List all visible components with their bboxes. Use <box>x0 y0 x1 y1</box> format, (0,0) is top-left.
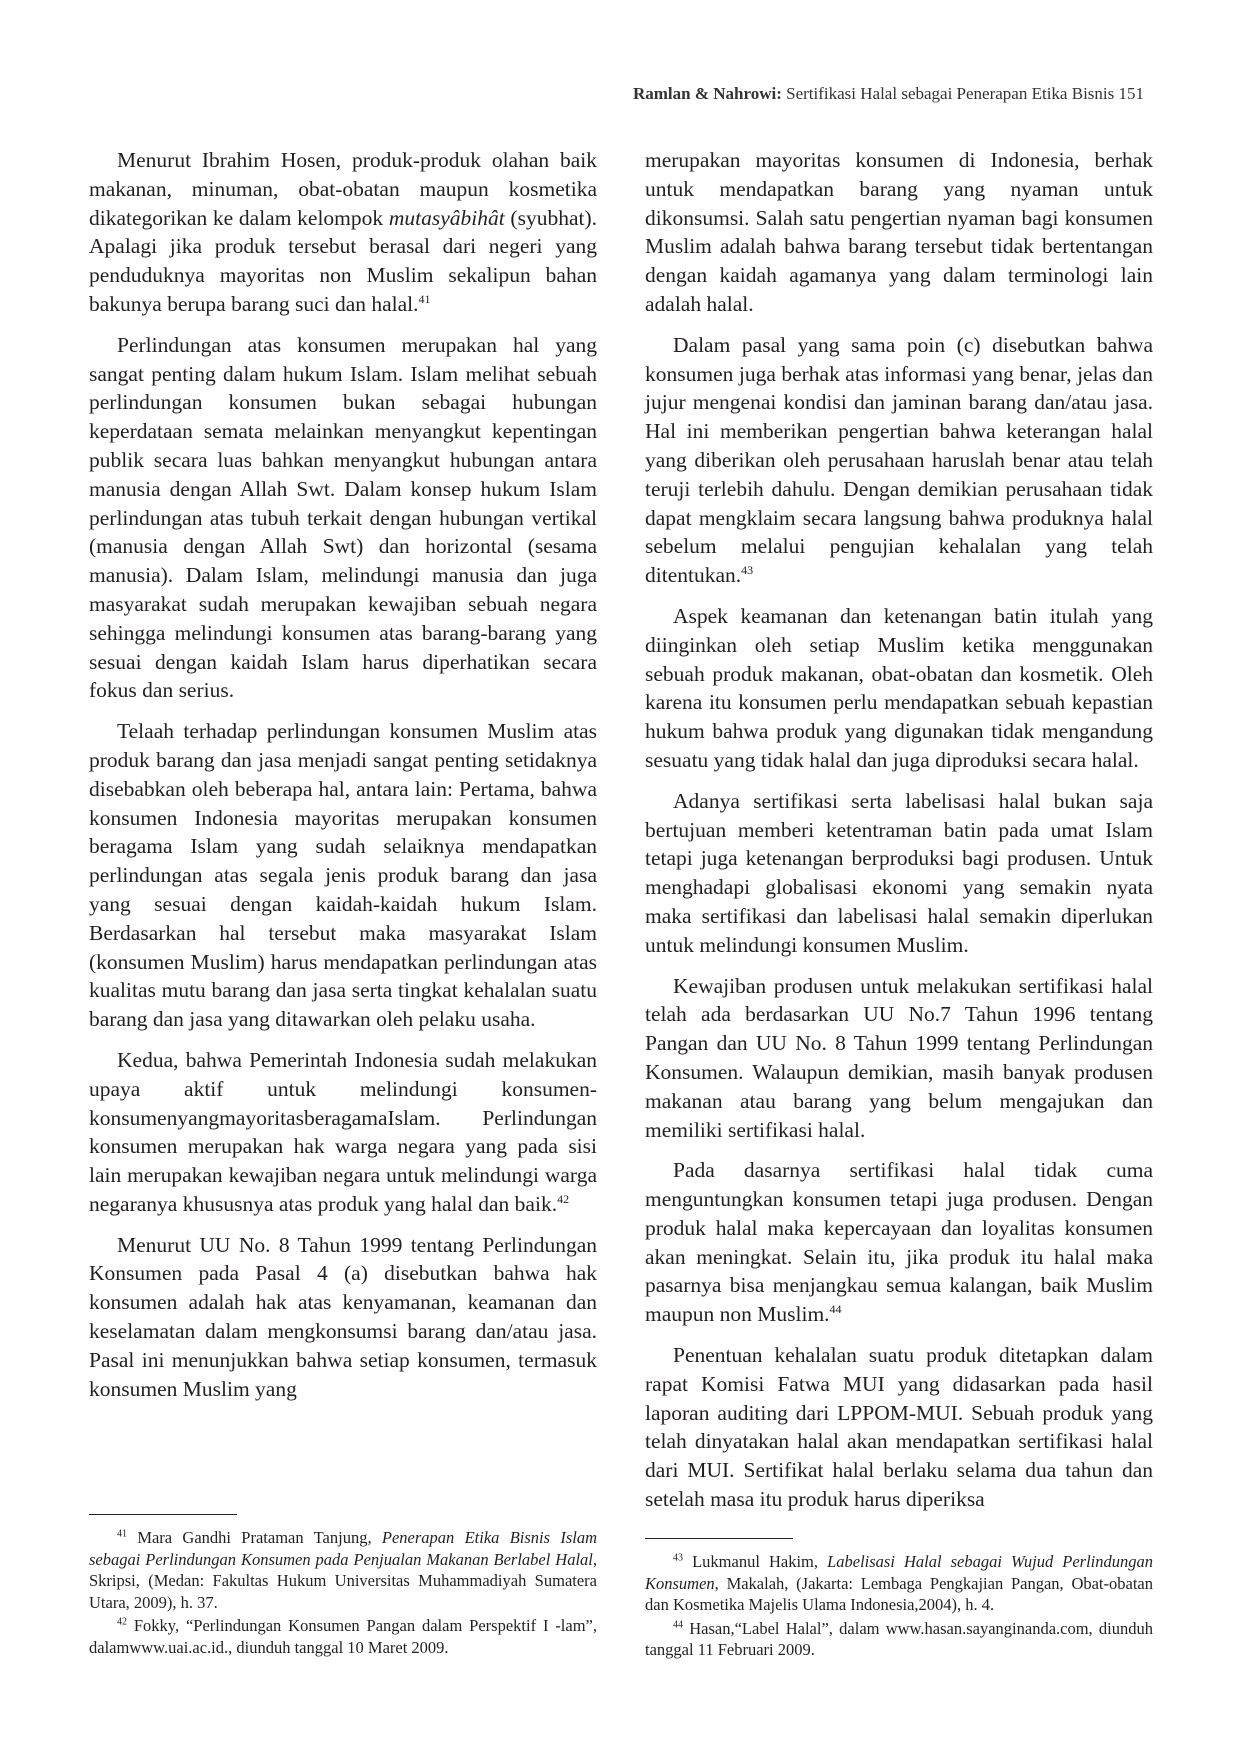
footnote-divider <box>89 1514 237 1515</box>
footnote-divider <box>645 1538 793 1539</box>
paragraph: Telaah terhadap perlindungan konsumen Muslim atas produk barang dan jasa menjadi sangat penting setidaknya disebabkan oleh beberapa hal, antara lain: Pertama, bahwa konsumen Indonesia mayoritas merupakan konsumen beragama Islam yang sudah selaiknya mendapatkan perlindungan atas segala jenis produk barang dan jasa yang sesuai dengan kaidah-kaidah hukum Islam. Berdasarkan hal tersebut maka masyarakat Islam (konsumen Muslim) harus mendapatkan perlindungan atas kualitas mutu barang dan jasa serta tingkat kehalalan suatu barang dan jasa yang ditawarkan oleh pelaku usaha. <box>89 719 597 1032</box>
paragraph: Aspek keamanan dan ketenangan batin itulah yang diinginkan oleh setiap Muslim ketika menggunakan sebuah produk makanan, obat-obatan dan kosmetik. Oleh karena itu konsumen perlu mendapatkan sebuah kepastian hukum bahwa produk yang digunakan tidak mengandung sesuatu yang tidak halal dan juga diproduksi secara halal. <box>645 603 1153 772</box>
footnote-ref[interactable]: 44 <box>829 1302 842 1317</box>
left-column <box>89 146 597 1415</box>
footnote-ref[interactable]: 43 <box>741 563 754 577</box>
paragraph: Kewajiban produsen untuk melakukan sertifikasi halal telah ada berdasarkan UU No.7 Tahun 1996 tentang Pangan dan UU No. 8 Tahun 1999 tentang Perlindungan Konsumen. Walaupun demikian, masih banyak produsen makanan atau barang yang belum mengajukan dan memiliki sertifikasi halal. <box>645 973 1153 1142</box>
footnote-ref[interactable]: 41 <box>418 291 431 306</box>
paragraph: Adanya sertifikasi serta labelisasi halal bukan saja bertujuan memberi ketentraman batin pada umat Islam tetapi juga ketenangan berproduksi bagi produsen. Untuk menghadapi globalisasi ekonomi yang semakin nyata maka sertifikasi dan labelisasi halal semakin diperlukan untuk melindungi konsumen Muslim. <box>645 788 1153 957</box>
paragraph: Pada dasarnya sertifikasi halal tidak cuma menguntungkan konsumen tetapi juga produsen. Dengan produk halal maka kepercayaan dan loyalitas konsumen akan meningkat. Selain itu, jika produk itu halal maka pasarnya bisa menjangkau semua kalangan, baik Muslim maupun non Muslim.$^{44}$ <box>645 1158 1153 1327</box>
right-column <box>645 146 1153 1526</box>
page-number: 151 <box>1118 84 1144 103</box>
italic-term: mutasyâbihât <box>388 205 505 230</box>
footnote: $^{43}$ Lukmanul Hakim, Labelisasi Halal sebagai Wujud Perlindungan Konsumen, Makalah, (Jakarta: Lembaga Pengkajian Pangan, Obat-obatan dan Kosmetika Majelis Ulama Indonesia,2004), h. 4. <box>645 1552 1154 1614</box>
footnotes-left <box>89 1514 597 1660</box>
footnote: $^{42}$ Fokky, “Perlindungan Konsumen Pangan dalam Perspektif I -lam”, dalamwww.uai.ac.id., diunduh tanggal 10 Maret 2009. <box>89 1616 597 1657</box>
paragraph: Menurut UU No. 8 Tahun 1999 tentang Perlindungan Konsumen pada Pasal 4 (a) disebutkan bahwa hak konsumen adalah hak atas kenyamanan, keamanan dan keselamatan dalam mengkonsumsi barang dan/atau jasa. Pasal ini menunjukkan bahwa setiap konsumen, termasuk konsumen Muslim yang <box>89 1232 597 1401</box>
paragraph: Menurut Ibrahim Hosen, produk-produk olahan baik makanan, minuman, obat-obatan maupun kosmetika dikategorikan ke dalam kelompok mutasyâbihât (syubhat). Apalagi jika produk tersebut berasal dari negeri yang penduduknya mayoritas non Muslim sekalipun bahan bakunya berupa barang suci dan halal.$^{41}$ <box>89 148 598 316</box>
paragraph: merupakan mayoritas konsumen di Indonesia, berhak untuk mendapatkan barang yang nyaman untuk dikonsumsi. Salah satu pengertian nyaman bagi konsumen Muslim adalah bahwa barang tersebut tidak bertentangan dengan kaidah agamanya yang dalam terminologi lain adalah halal. <box>645 148 1153 316</box>
paragraph: Penentuan kehalalan suatu produk ditetapkan dalam rapat Komisi Fatwa MUI yang didasarkan pada hasil laporan auditing dari LPPOM-MUI. Sebuah produk yang telah dinyatakan halal akan mendapatkan sertifikasi halal dari MUI. Sertifikat halal berlaku selama dua tahun dan setelah masa itu produk harus diperiksa <box>645 1343 1153 1512</box>
header-title: Sertifikasi Halal sebagai Penerapan Etika Bisnis <box>786 84 1115 103</box>
footnote: $^{44}$ Hasan,“Label Halal”, dalam www.hasan.sayanginanda.com, diunduh tanggal 11 Februari 2009. <box>645 1618 1153 1659</box>
running-header <box>96 84 1144 104</box>
paragraph: Kedua, bahwa Pemerintah Indonesia sudah melakukan upaya aktif untuk melindungi konsumen-konsumenyangmayoritasberagamaIslam. Perlindungan konsumen merupakan hak warga negara yang pada sisi lain merupakan kewajiban negara untuk melindungi warga negaranya khususnya atas produk yang halal dan baik.$^{42}$ <box>89 1047 597 1216</box>
paragraph: Perlindungan atas konsumen merupakan hal yang sangat penting dalam hukum Islam. Islam melihat sebuah perlindungan konsumen bukan sebagai hubungan keperdataan semata melainkan menyangkut kepentingan publik secara luas bahkan menyangkut hubungan antara manusia dengan Allah Swt. Dalam konsep hukum Islam perlindungan atas tubuh terkait dengan hubungan vertikal (manusia dengan Allah Swt) dan horizontal (sesama manusia). Dalam Islam, melindungi manusia dan juga masyarakat sudah merupakan kewajiban sebuah negara sehingga melindungi konsumen atas barang-barang yang sesuai dengan kaidah Islam harus diperhatikan secara fokus dan serius. <box>89 332 597 703</box>
footnote: $^{41}$ Mara Gandhi Prataman Tanjung, Penerapan Etika Bisnis Islam sebagai Perlindungan Konsumen pada Penjualan Makanan Berlabel Halal, Skripsi, (Medan: Fakultas Hukum Universitas Muhammadiyah Sumatera Utara, 2009), h. 37. <box>89 1528 598 1612</box>
paragraph: Dalam pasal yang sama poin (c) disebutkan bahwa konsumen juga berhak atas informasi yang benar, jelas dan jujur mengenai kondisi dan jaminan barang dan/atau jasa. Hal ini memberikan pengertian bahwa keterangan halal yang diberikan oleh perusahaan haruslah benar atau telah teruji terlebih dahulu. Dengan demikian perusahaan tidak dapat mengklaim secara langsung bahwa produknya halal sebelum melalui pengujian kehalalan yang telah ditentukan.$^{43}$ <box>645 332 1153 588</box>
footnotes-right <box>645 1538 1153 1663</box>
header-authors: Ramlan & Nahrowi: <box>632 84 782 103</box>
footnote-ref[interactable]: 42 <box>557 1191 570 1206</box>
